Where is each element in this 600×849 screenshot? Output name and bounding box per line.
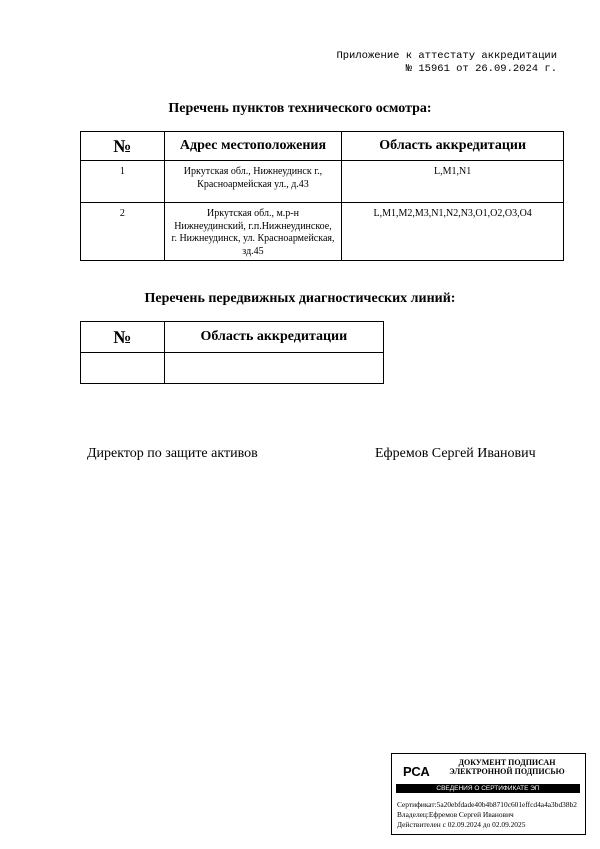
address-line: Иркутская обл., Нижнеудинск г.,: [183, 166, 323, 177]
stamp-header-line-1: ДОКУМЕНТ ПОДПИСАН: [458, 758, 556, 767]
empty-cell: [81, 353, 165, 384]
annex-reference: [336, 50, 557, 76]
stamp-header-line-2: ЭЛЕКТРОННОЙ ПОДПИСЬЮ: [449, 767, 565, 776]
col-scope-header: Область аккредитации: [164, 322, 383, 353]
mobile-lines-table: [80, 321, 384, 384]
inspection-points-table: [80, 131, 564, 261]
address-line: Нижнеудинский, г.п.Нижнеудинское,: [174, 220, 332, 232]
row-number: 2: [81, 203, 165, 261]
table-header-row: [81, 132, 564, 161]
stamp-certificate-bar: СВЕДЕНИЯ О СЕРТИФИКАТЕ ЭП: [396, 784, 580, 793]
rsa-logo: РСА: [403, 764, 430, 779]
row-scope: L,M1,N1: [342, 161, 564, 203]
row-address: [164, 161, 342, 203]
e-signature-stamp: [391, 753, 586, 835]
col-scope-header: Область аккредитации: [342, 132, 564, 161]
section2-title: Перечень передвижных диагностических линий:: [144, 291, 456, 306]
stamp-certificate-info: [397, 800, 577, 830]
signatory-name: Ефремов Сергей Иванович: [375, 446, 536, 461]
row-scope: L,M1,M2,M3,N1,N2,N3,O1,O2,O3,O4: [342, 203, 564, 261]
table-row: [81, 353, 384, 384]
col-address-header: Адрес местоположения: [164, 132, 342, 161]
annex-line-1: Приложение к аттестату аккредитации: [336, 50, 557, 62]
certificate-owner: Владелец:Ефремов Сергей Иванович: [397, 810, 514, 819]
section1-title: Перечень пунктов технического осмотра:: [168, 101, 432, 116]
stamp-header: [432, 758, 582, 776]
certificate-id: Сертификат:5a20ebfdade40b4b8710c601effcd4a4a3bd38b2: [397, 800, 577, 809]
address-line: Иркутская обл., м.р-н: [207, 208, 299, 219]
certificate-validity: Действителен с 02.09.2024 до 02.09.2025: [397, 820, 526, 829]
col-number-header: №: [81, 322, 165, 353]
row-address: [164, 203, 342, 261]
address-line: Красноармейская ул., д.43: [197, 178, 309, 190]
address-line: зд.45: [242, 245, 264, 257]
empty-cell: [164, 353, 383, 384]
table-row: [81, 203, 564, 261]
address-line: г. Нижнеудинск, ул. Красноармейская,: [171, 233, 335, 244]
table-row: [81, 161, 564, 203]
table-header-row: [81, 322, 384, 353]
col-number-header: №: [81, 132, 165, 161]
signatory-position: Директор по защите активов: [87, 446, 258, 461]
row-number: 1: [81, 161, 165, 203]
annex-line-2: № 15961 от 26.09.2024 г.: [405, 63, 557, 75]
